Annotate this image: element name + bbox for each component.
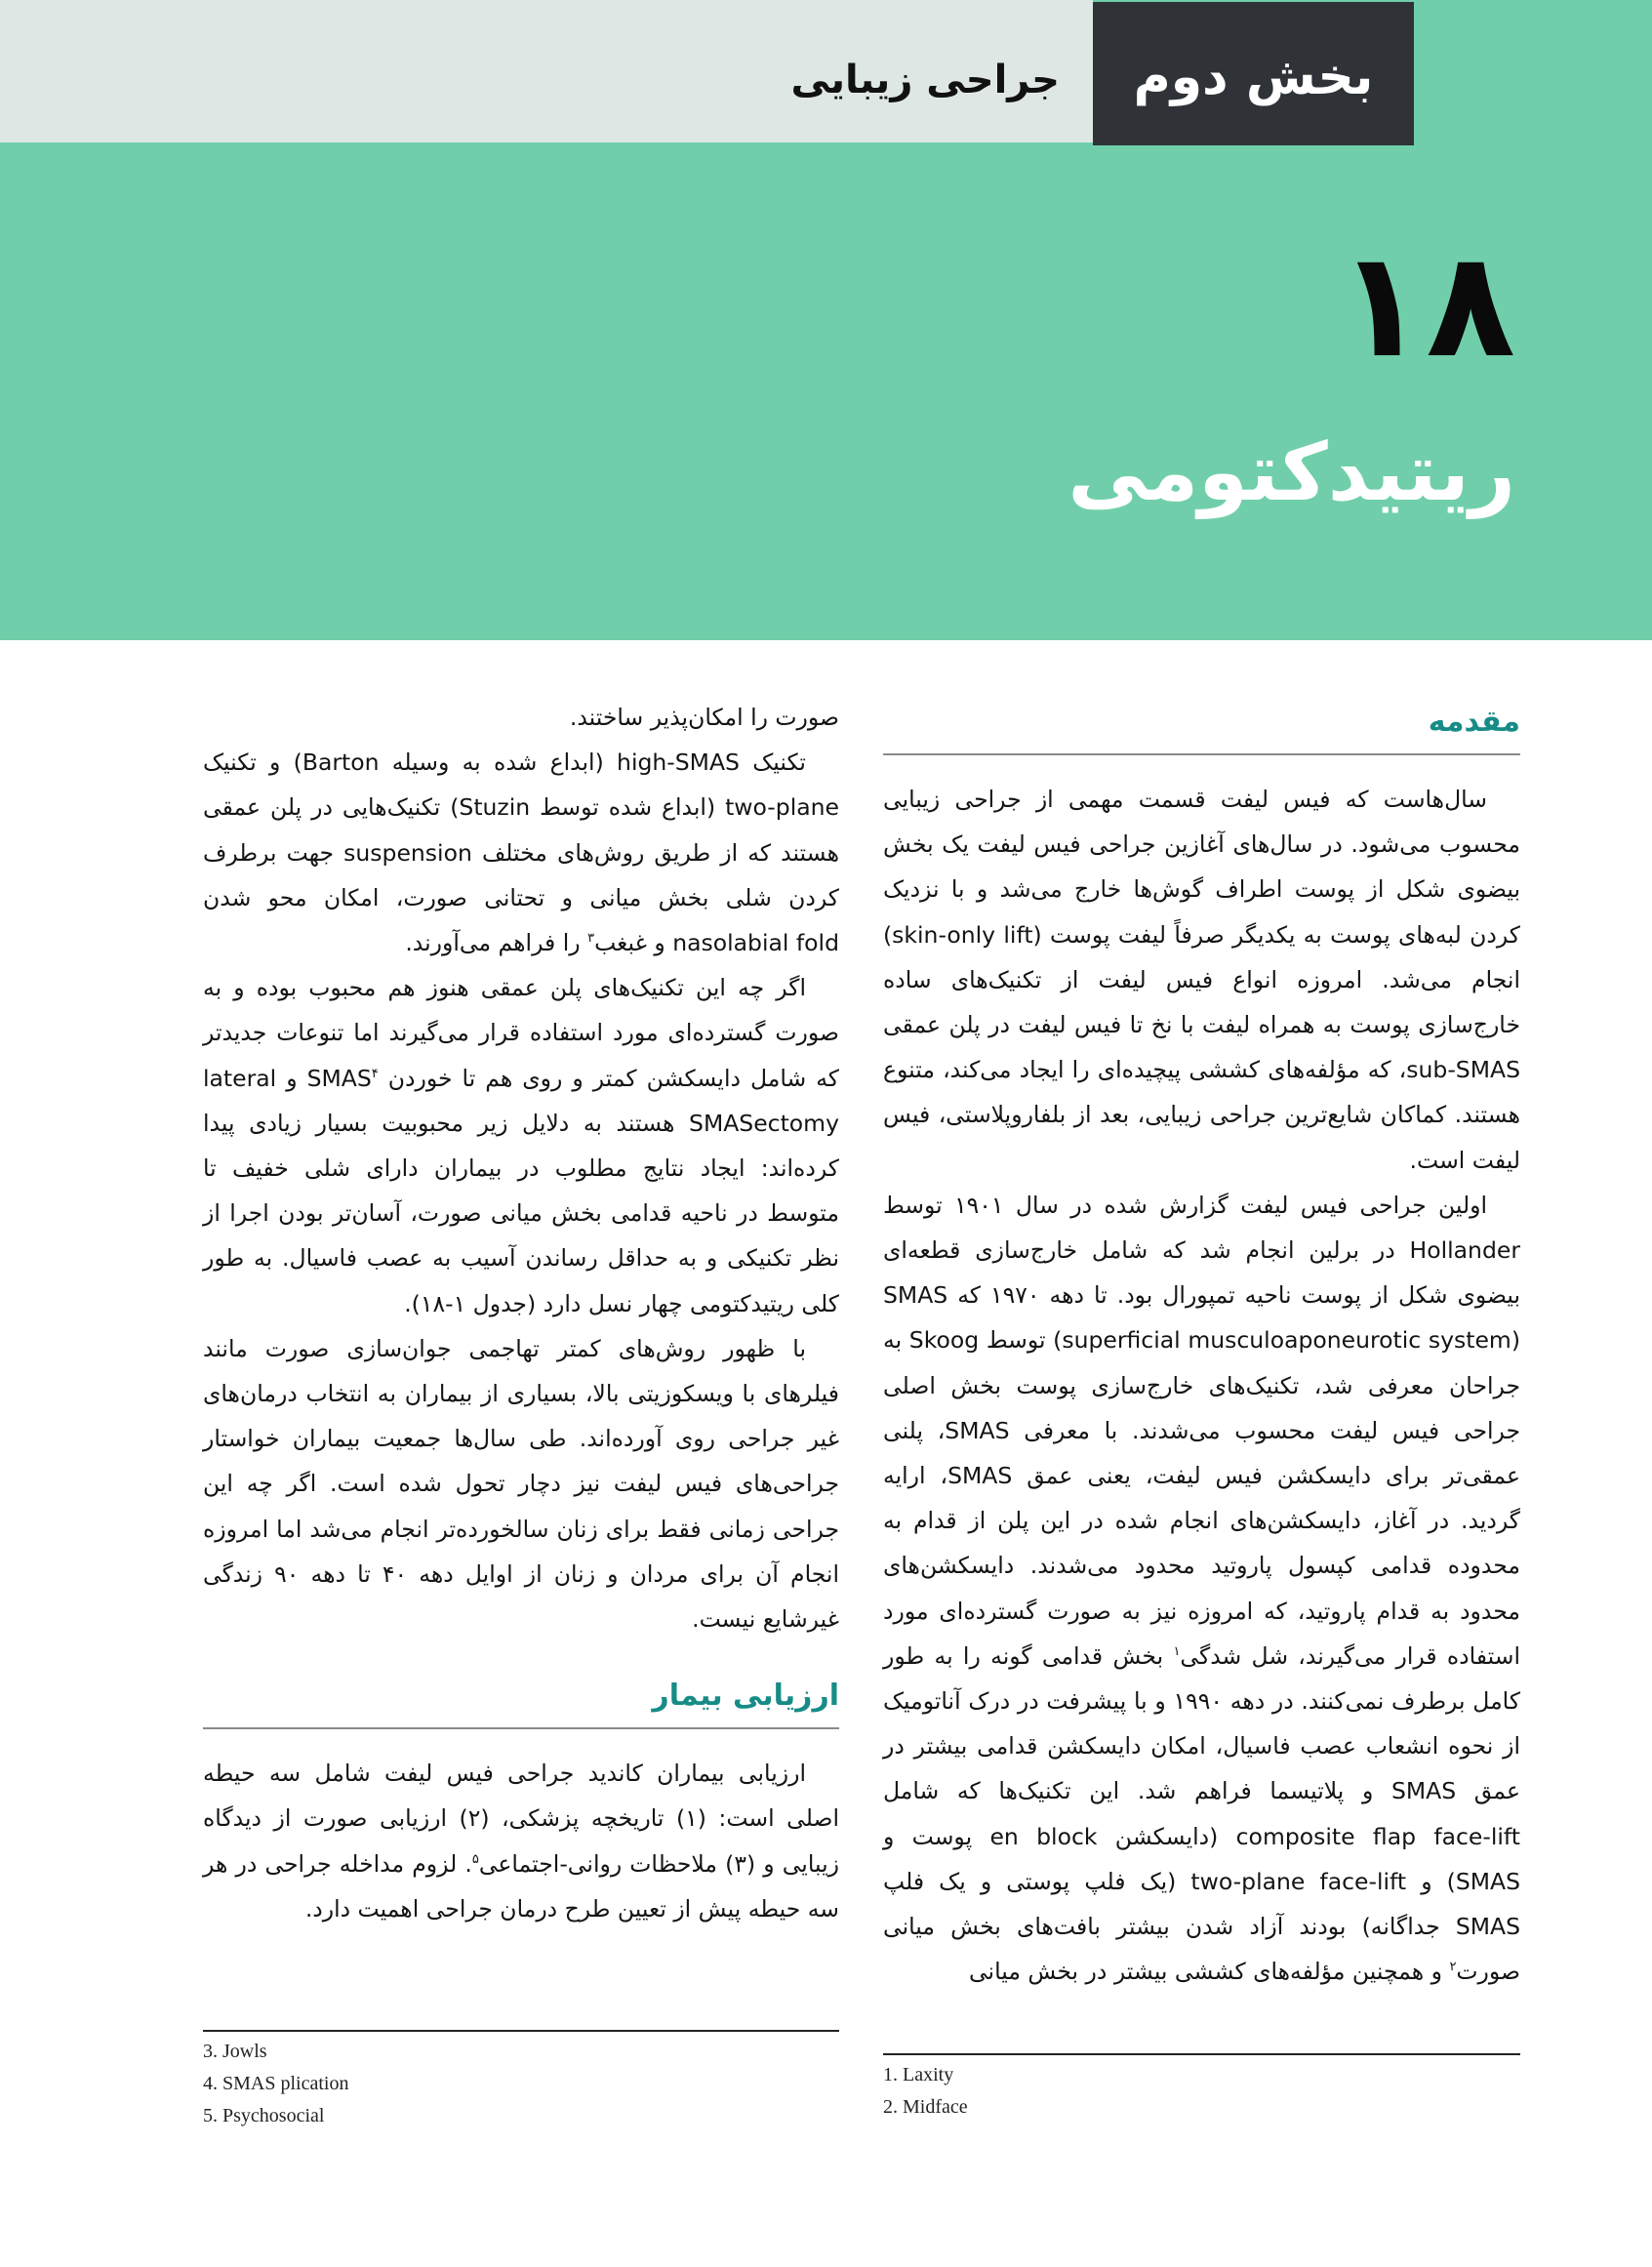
footnote: 2. Midface <box>883 2096 968 2118</box>
paragraph <box>883 1183 1520 1995</box>
part-label: بخش دوم <box>1133 47 1374 106</box>
left-column <box>203 695 839 1931</box>
paragraph-text: ارزیابی بیماران کاندید جراحی فیس لیفت شامل سه حیطه اصلی است: (۱) تاریخچه پزشکی، (۲) ارزیابی صورت از دیدگاه زیبایی و (۳) ملاحظات روانی-اجتماعی <box>203 1760 840 1878</box>
paragraph <box>203 740 839 965</box>
chapter-number: ۱۸ <box>1336 221 1515 390</box>
paragraph-text: اگر چه این تکنیک‌های پلن عمقی هنوز هم محبوب بوده و به صورت گسترده‌ای مورد استفاده قرار می‌گیرند اما تنوعات جدیدتر که شامل دایسکشن کمتر و روی هم تا خوردن SMAS <box>203 974 839 1092</box>
footnote: 4. SMAS plication <box>203 2073 349 2094</box>
paragraph: سال‌هاست که فیس لیفت قسمت مهمی از جراحی زیبایی محسوب می‌شود. در سال‌های آغازین جراحی فیس لیفت یک بخش بیضوی شکل از پوست اطراف گوش‌ها خارج می‌شد و با نزدیک کردن لبه‌های پوست به یکدیگر صرفاً لیفت پوست (skin-only lift) انجام می‌شد. امروزه انواع فیس لیفت از تکنیک‌های ساده خارج‌سازی پوست به همراه لیفت با نخ تا فیس لیفت در پلن عمقی sub-SMAS، که مؤلفه‌های کششی پیچیده‌ای را ایجاد می‌کند، متنوع هستند. کماکان شایع‌ترین جراحی زیبایی، بعد از بلفاروپلاستی، فیس لیفت است. <box>883 786 1520 1174</box>
footnotes-right <box>883 2053 1520 2124</box>
section-gap <box>203 1641 839 1679</box>
paragraph-text: را فراهم می‌آورند. <box>405 929 581 957</box>
footnote-ref: ۳ <box>587 931 595 947</box>
part-label-box <box>1093 2 1414 145</box>
paragraph-text: تکنیک high-SMAS (ابداع شده به وسیله Barton) و تکنیک two-plane (ابداع شده توسط Stuzin) تکنیک‌هایی در پلن عمقی هستند که از طریق روش‌های مختلف suspension جهت برطرف کردن شلی بخش میانی و تحتانی صورت، امکان محو شدن nasolabial fold و غبغب <box>203 749 840 957</box>
paragraph-text: . لزوم مداخله جراحی در هر سه حیطه پیش از تعیین طرح درمان جراحی اهمیت دارد. <box>203 1849 839 1923</box>
right-column <box>883 705 1520 1994</box>
footnote-ref: ۴ <box>371 1066 379 1081</box>
footnote-separator <box>883 2053 1520 2055</box>
footnote: 3. Jowls <box>203 2041 267 2062</box>
paragraph: صورت را امکان‌پذیر ساختند. <box>569 704 839 731</box>
footnotes-left <box>203 2030 839 2132</box>
paragraph-text: و همچنین مؤلفه‌های کششی بیشتر در بخش میانی <box>968 1958 1442 1986</box>
paragraph: با ظهور روش‌های کمتر تهاجمی جوان‌سازی صورت مانند فیلرهای با ویسکوزیتی بالا، بسیاری از بیماران به انتخاب درمان‌های غیر جراحی روی آورده‌اند. طی سال‌ها جمعیت بیماران خواستار جراحی‌های فیس لیفت نیز دچار تحول شده است. اگر چه این جراحی زمانی فقط برای زنان سالخورده‌تر انجام می‌شد اما امروزه انجام آن برای مردان و زنان از اوایل دهه ۴۰ تا دهه ۹۰ زندگی غیرشایع نیست. <box>203 1334 839 1634</box>
paragraph <box>203 965 839 1326</box>
section-heading-patient-assessment: ارزیابی بیمار <box>203 1679 839 1729</box>
footnote: 5. Psychosocial <box>203 2105 325 2126</box>
footnote-ref: ۵ <box>471 1851 479 1867</box>
footnote-ref: ۱ <box>1173 1644 1181 1660</box>
paragraph-text: اولین جراحی فیس لیفت گزارش شده در سال ۱۹۰۱ توسط Hollander در برلین انجام شد که شامل خارج‌سازی قطعه‌ای بیضوی شکل از پوست ناحیه تمپورال بود. تا دهه ۱۹۷۰ که SMAS (superficial musculoaponeurotic system) توسط Skoog به جراحان معرفی شد، تکنیک‌های خارج‌سازی پوست بخش اصلی جراحی فیس لیفت محسوب می‌شدند. با معرفی SMAS، پلنی عمقی‌تر برای دایسکشن فیس لیفت، یعنی عمق SMAS، ارایه گردید. در آغاز، دایسکشن‌های انجام شده در این پلن از قدام به محدوده قدامی کپسول پاروتید محدود می‌شدند. دایسکشن‌های محدود به قدام پاروتید، که امروزه نیز به صورت گسترده‌ای مورد استفاده قرار می‌گیرند، شل شدگی <box>883 1191 1520 1670</box>
paragraph <box>203 1751 839 1931</box>
chapter-title: ریتیدکتومی <box>1068 426 1515 519</box>
paragraph-text: و lateral SMASectomy هستند به دلایل زیر محبوبیت بسیار زیادی پیدا کرده‌اند: ایجاد نتایج مطلوب در بیماران دارای شلی خفیف تا متوسط در ناحیه قدامی بخش میانی صورت، آسان‌تر بودن اجرا از نظر تکنیکی و به حداقل رساندن آسیب به عصب فاسیال. به طور کلی ریتیدکتومی چهار نسل دارد (جدول ۱-۱۸). <box>203 1064 839 1317</box>
footnote-separator <box>203 2030 839 2032</box>
footnote: 1. Laxity <box>883 2064 954 2085</box>
section-heading-introduction: مقدمه <box>883 705 1520 755</box>
footnote-ref: ۲ <box>1449 1960 1457 1975</box>
part-title: جراحی زیبایی <box>790 58 1060 102</box>
paragraph-text: بخش قدامی گونه را به طور کامل برطرف نمی‌کنند. در دهه ۱۹۹۰ و با پیشرفت در درک آناتومیک از نحوه انشعاب عصب فاسیال، امکان دایسکشن قدامی بیشتر در عمق SMAS و پلاتیسما فراهم شد. این تکنیک‌ها که شامل composite flap face-lift (دایسکشن en block پوست و SMAS) و two-plane face-lift (یک فلپ پوستی و یک فلپ SMAS جداگانه) بودند آزاد شدن بیشتر بافت‌های بخش میانی صورت <box>883 1641 1521 1986</box>
